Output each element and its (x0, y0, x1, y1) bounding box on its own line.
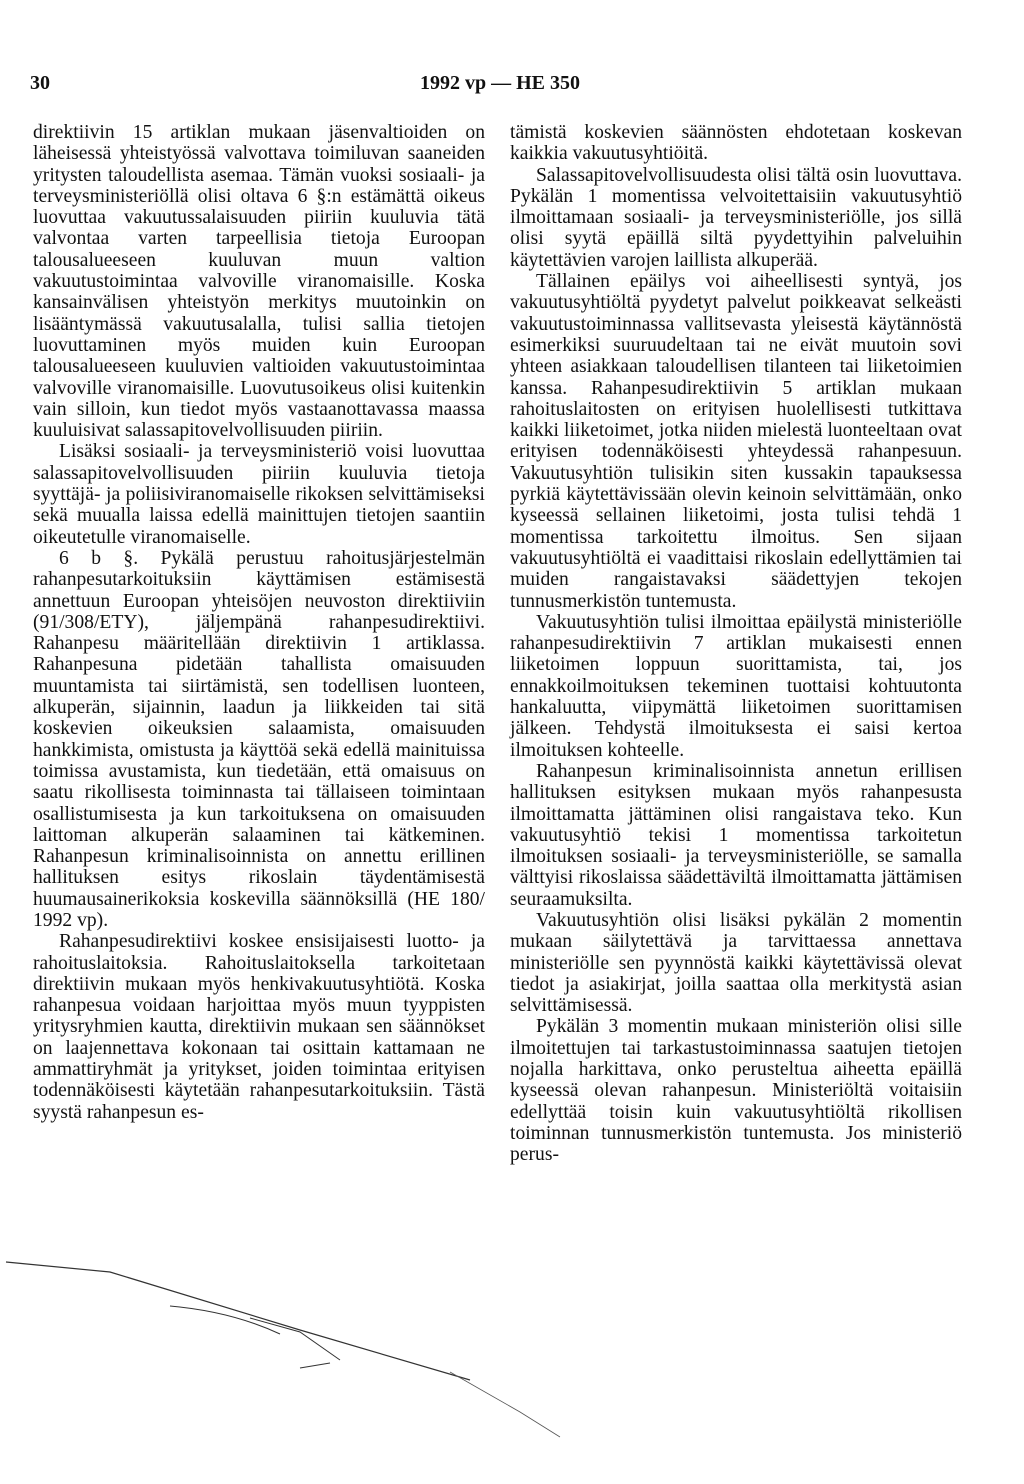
page-header (30, 72, 970, 102)
page-number: 30 (30, 72, 50, 94)
paragraph: tämistä koskevien säännösten ehdotetaan koskevan kaikkia vakuutusyhtiöitä. (510, 122, 962, 165)
paragraph: Vakuutusyhtiön tulisi ilmoittaa epäilystä ministeriölle rahanpesudirektiivin 7 artiklan mukaisesti ennen liiketoimen loppuun suorittamista, tai, jos ennakkoilmoituksen tekeminen tuottaisi kohtuutonta hankaluutta, viipymättä liiketoimen suorittamisen jälkeen. Tehdystä ilmoituksesta ei saisi kertoa ilmoituksen kohteelle. (510, 611, 962, 761)
paragraph: direktiivin 15 artiklan mukaan jäsenvaltioiden on läheisessä yhteistyössä valvottava toimiluvan saaneiden yritysten taloudellista asemaa. Tämän vuoksi sosiaali- ja terveysministeriöllä olisi oltava 6 §:n estämättä oikeus luovuttaa vakuutussalaisuuden piiriin kuuluvia tätä valvontaa varten tarpeellisia tietoja Euroopan talousalueeseen kuuluvan muun valtion vakuutustoimintaa valvoville viranomaisille. Koska kansainvälisen yhteistyön merkitys muutoinkin on lisääntymässä vakuutusalalla, tulisi sallia tietojen luovuttaminen myös muiden kuin Euroopan talousalueeseen kuuluvien valtioiden vakuutustoimintaa valvoville viranomaisille. Luovutusoikeus olisi kuitenkin vain silloin, kun tiedot myös vastaanottavassa maassa kuuluisivat salassapitovelvollisuuden piiriin. (33, 122, 485, 442)
paragraph: Tällainen epäilys voi aiheellisesti syntyä, jos vakuutusyhtiöltä pyydetyt palvelut poikkeavat selkeästi vakuutustoiminnassa vallitsevasta yleisestä käytännöstä esimerkiksi suuruudeltaan tai ne eivät muutoin sovi yhteen asiakkaan taloudellisen tilanteen tai liiketoimien kanssa. Rahanpesudirektiivin 5 artiklan mukaan rahoituslaitosten on erityisen huolellisesti tutkittava kaikki liiketoimet, jotka niiden mielestä luonteeltaan ovat erityisen todennäköisesti yhteydessä rahanpesuun. Vakuutusyhtiön tulisikin siten kussakin tapauksessa pyrkiä käytettävissään olevin keinoin selvittämään, onko kyseessä sellainen liiketoimi, josta tulisi tehdä 1 momentissa tarkoitettu ilmoitus. Sen sijaan vakuutusyhtiöltä ei vaadittaisi rikoslain edellyttämien tai muiden rangaistavaksi säädettyjen tekojen tunnusmerkistön tuntemusta. (510, 271, 962, 612)
paragraph: Lisäksi sosiaali- ja terveysministeriö voisi luovuttaa salassapitovelvollisuuden piiriin kuuluvia tietoja syyttäjä- ja poliisiviranomaiselle rikoksen selvittämiseksi sekä muualla laissa edellä mainittujen tietojen saantiin oikeutetulle viranomaiselle. (33, 441, 485, 548)
paragraph: Salassapitovelvollisuudesta olisi tältä osin luovuttava. Pykälän 1 momentissa velvoitettaisiin vakuutusyhtiö ilmoittamaan sosiaali- ja terveysministeriölle, jos sillä olisi syytä epäillä siltä pyydettyihin palveluihin käytettävien varojen laillista alkuperää. (510, 164, 962, 271)
paragraph: Rahanpesun kriminalisoinnista annetun erillisen hallituksen esityksen mukaan myös rahanpesusta ilmoittamatta jättäminen olisi rangaistava teko. Kun vakuutusyhtiö tekisi 1 momentissa tarkoitetun ilmoituksen sosiaali- ja terveysministeriölle, se samalla välttyisi rikoslaissa säädettäviltä ilmoittamatta jättämisen seuraamuksilta. (510, 760, 962, 910)
running-title: 1992 vp — HE 350 (419, 72, 581, 94)
left-column (33, 122, 485, 1123)
paragraph: Rahanpesudirektiivi koskee ensisijaisesti luotto- ja rahoituslaitoksia. Rahoituslaitoksella tarkoitetaan direktiivin mukaan myös henkivakuutusyhtiötä. Koska rahanpesua voidaan harjoittaa myös muun tyyppisten yritysryhmien kautta, direktiivin mukaan sen säännökset on laajennettava kokonaan tai osittain kattamaan ne ammattiryhmät ja yritykset, joiden toimintaa erityisen todennäköisesti käytetään rahanpesutarkoituksiin. Tästä syystä rahanpesun es- (33, 931, 485, 1123)
paragraph: 6 b §. Pykälä perustuu rahoitusjärjestelmän rahanpesutarkoituksiin käyttämisen estämisestä annettuun Euroopan yhteisöjen neuvoston direktiiviin (91/308/ETY), jäljempänä rahanpesudirektiivi. Rahanpesu määritellään direktiivin 1 artiklassa. Rahanpesuna pidetään tahallista omaisuuden muuntamista tai siirtämistä, sen todellisen luonteen, alkuperän, sijainnin, laadun ja liikkeiden tai sitä koskevien oikeuksien salaamista, omaisuuden hankkimista, omistusta ja käyttöä sekä edellä mainituissa toimissa avustamista, kun tiedetään, että omaisuus on saatu rikollisesta toiminnasta tai tällaiseen toimintaan osallistumisesta ja kun tarkoituksena on omaisuuden laittoman alkuperän salaaminen tai kätkeminen. Rahanpesun kriminalisoinnista on annettu erillinen hallituksen esitys rikoslain täydentämisestä huumausainerikoksia koskevilla säännöksillä (HE 180/ 1992 vp). (33, 547, 485, 931)
paragraph: Vakuutusyhtiön olisi lisäksi pykälän 2 momentin mukaan säilytettävä ja tarvittaessa annettava ministeriölle sen pyynnöstä kaikki käytettävissä olevat tiedot ja asiakirjat, joilla saattaa olla merkitystä asian selvittämisessä. (510, 909, 962, 1017)
right-column (510, 122, 962, 1166)
paragraph: Pykälän 3 momentin mukaan ministeriön olisi sille ilmoitettujen tai tarkastustoiminnassa saatujen tietojen nojalla harkittava, onko perusteltua aiheetta epäillä kyseessä olevan rahanpesun. Ministeriöltä voitaisiin edellyttää toisin kuin vakuutusyhtiöltä rikollisen toiminnan tunnusmerkistön tuntemusta. Jos ministeriö perus- (510, 1016, 962, 1166)
